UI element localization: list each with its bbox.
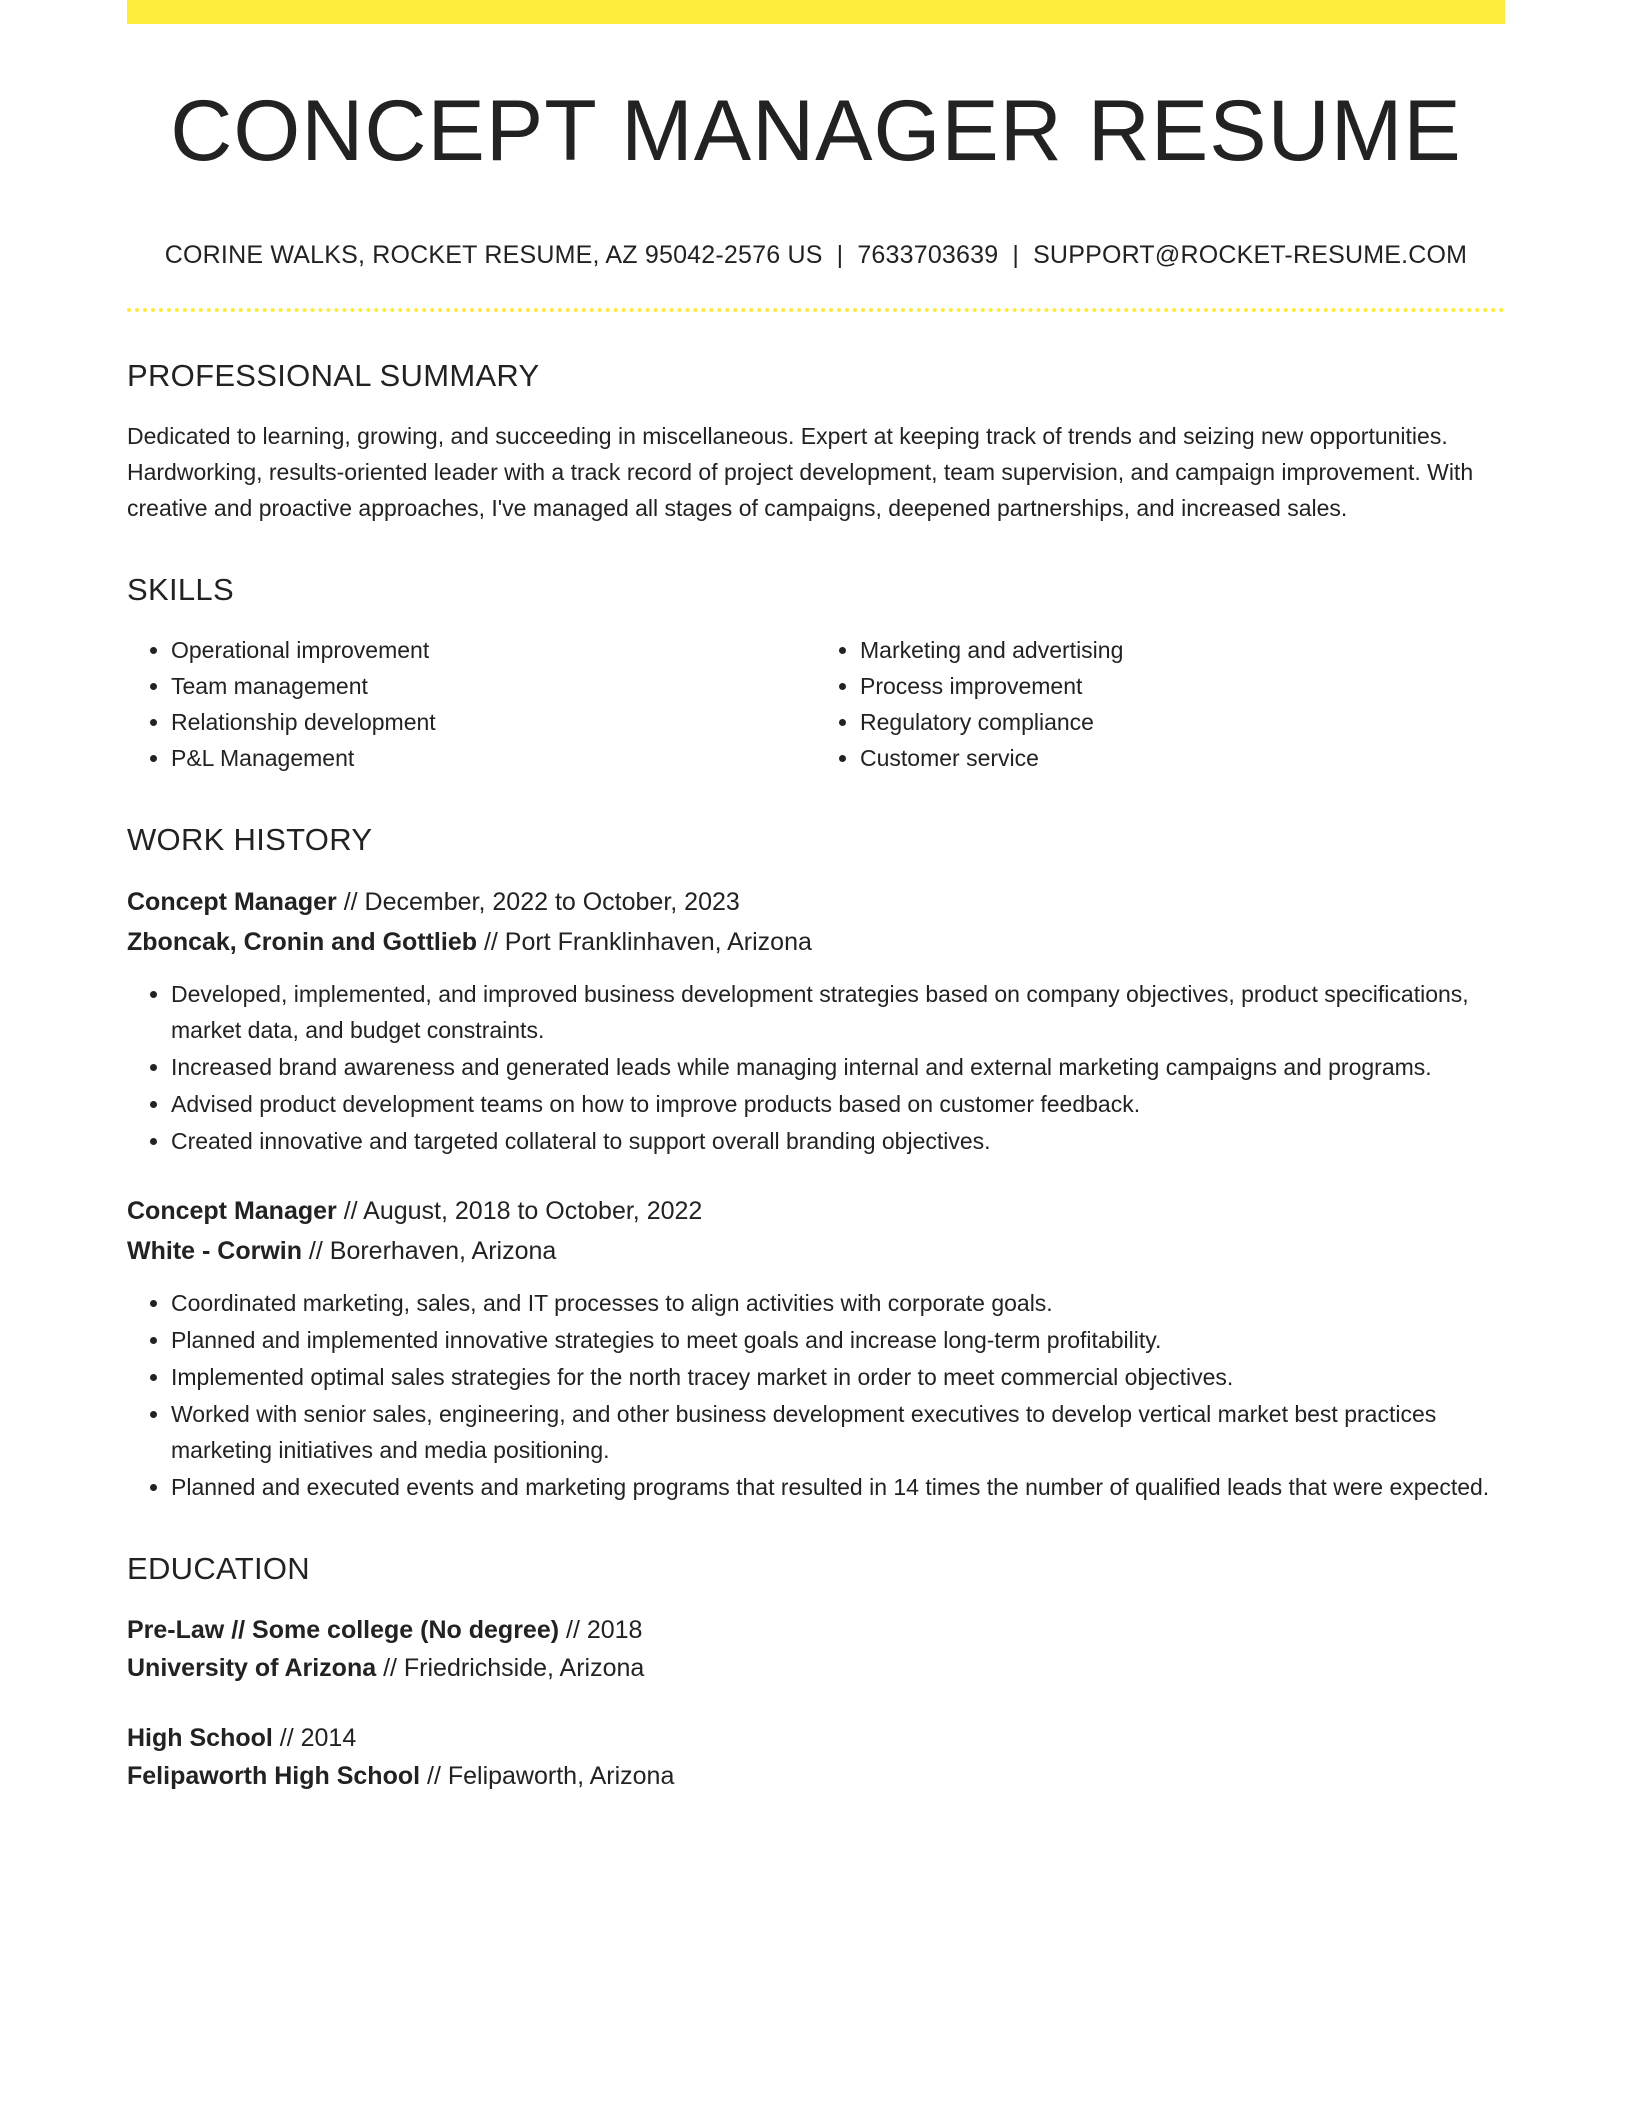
job-company: White - Corwin [127, 1236, 302, 1265]
job-dates: // August, 2018 to October, 2022 [336, 1196, 703, 1225]
education-degree: Pre-Law // Some college (No degree) [127, 1615, 560, 1644]
job-title-line [127, 882, 1505, 922]
job-title: Concept Manager [127, 887, 337, 916]
skill-item: • Relationship development [171, 704, 816, 740]
skill-item: • P&L Management [171, 740, 816, 776]
skill-item: • Operational improvement [171, 632, 816, 668]
summary-section [127, 358, 1505, 526]
education-school-line [127, 1757, 1505, 1795]
job-entry [127, 882, 1505, 1159]
contact-email: SUPPORT@ROCKET-RESUME.COM [1033, 240, 1468, 269]
summary-text: Dedicated to learning, growing, and succeeding in miscellaneous. Expert at keeping track of trends and seizing new opportunities. Hardworking, results-oriented leader with a track record of project development, team supervision, and campaign improvement. With creative and proactive approaches, I've managed all stages of campaigns, deepened partnerships, and increased sales. [127, 422, 1474, 521]
skill-item: • Process improvement [860, 668, 1505, 704]
education-year: // 2018 [559, 1615, 643, 1644]
education-year: // 2014 [272, 1723, 357, 1752]
accent-top-bar [127, 0, 1505, 24]
job-bullet: • Developed, implemented, and improved business development strategies based on company objectives, product specifications, market data, and budget constraints. [171, 976, 1505, 1048]
job-company-line [127, 922, 1505, 962]
skills-section [127, 572, 1505, 776]
education-section [127, 1551, 1505, 1795]
dotted-divider [127, 308, 1505, 312]
skill-item: • Customer service [860, 740, 1505, 776]
education-school: University of Arizona [127, 1653, 377, 1682]
job-entry [127, 1191, 1505, 1505]
job-bullets [127, 1285, 1505, 1505]
skill-item: • Team management [171, 668, 816, 704]
job-bullet: • Worked with senior sales, engineering, and other business development executives to develop vertical market best practices marketing initiatives and media positioning. [171, 1396, 1505, 1468]
job-bullet: • Advised product development teams on how to improve products based on customer feedback. [171, 1086, 1505, 1122]
education-degree-line [127, 1719, 1505, 1757]
skills-heading: SKILLS [127, 571, 234, 607]
summary-heading: PROFESSIONAL SUMMARY [127, 357, 540, 393]
contact-address: CORINE WALKS, ROCKET RESUME, AZ 95042-2576 US [164, 240, 823, 269]
skill-item: • Marketing and advertising [860, 632, 1505, 668]
resume-title: CONCEPT MANAGER RESUME [170, 83, 1462, 179]
work-history-section [127, 822, 1505, 1505]
job-location: // Port Franklinhaven, Arizona [477, 927, 812, 956]
job-company: Zboncak, Cronin and Gottlieb [127, 927, 477, 956]
contact-separator: | [1012, 240, 1020, 269]
job-bullet: • Implemented optimal sales strategies for the north tracey market in order to meet commercial objectives. [171, 1359, 1505, 1395]
job-bullets [127, 976, 1505, 1159]
education-degree: High School [127, 1723, 273, 1752]
job-company-line [127, 1231, 1505, 1271]
job-dates: // December, 2022 to October, 2023 [336, 887, 740, 916]
resume-page [127, 0, 1505, 1795]
job-bullet: • Coordinated marketing, sales, and IT processes to align activities with corporate goals. [171, 1285, 1505, 1321]
job-bullet: • Created innovative and targeted collateral to support overall branding objectives. [171, 1123, 1505, 1159]
education-degree-line [127, 1611, 1505, 1649]
job-bullet: • Planned and implemented innovative strategies to meet goals and increase long-term profitability. [171, 1322, 1505, 1358]
skills-list-left [127, 632, 816, 776]
job-title: Concept Manager [127, 1196, 337, 1225]
skills-list-right [816, 632, 1505, 776]
education-location: // Friedrichside, Arizona [376, 1653, 645, 1682]
skills-columns [127, 632, 1505, 776]
education-entry [127, 1719, 1505, 1795]
contact-phone: 7633703639 [857, 240, 999, 269]
job-location: // Borerhaven, Arizona [301, 1236, 557, 1265]
education-entry [127, 1611, 1505, 1687]
education-location: // Felipaworth, Arizona [420, 1761, 675, 1790]
job-title-line [127, 1191, 1505, 1231]
job-bullet: • Planned and executed events and marketing programs that resulted in 14 times the number of qualified leads that were expected. [171, 1469, 1505, 1505]
work-history-heading: WORK HISTORY [127, 821, 373, 857]
contact-line [127, 241, 1505, 270]
education-school-line [127, 1649, 1505, 1687]
skill-item: • Regulatory compliance [860, 704, 1505, 740]
job-bullet: • Increased brand awareness and generated leads while managing internal and external marketing campaigns and programs. [171, 1049, 1505, 1085]
education-heading: EDUCATION [127, 1550, 310, 1586]
contact-separator: | [836, 240, 844, 269]
education-school: Felipaworth High School [127, 1761, 421, 1790]
